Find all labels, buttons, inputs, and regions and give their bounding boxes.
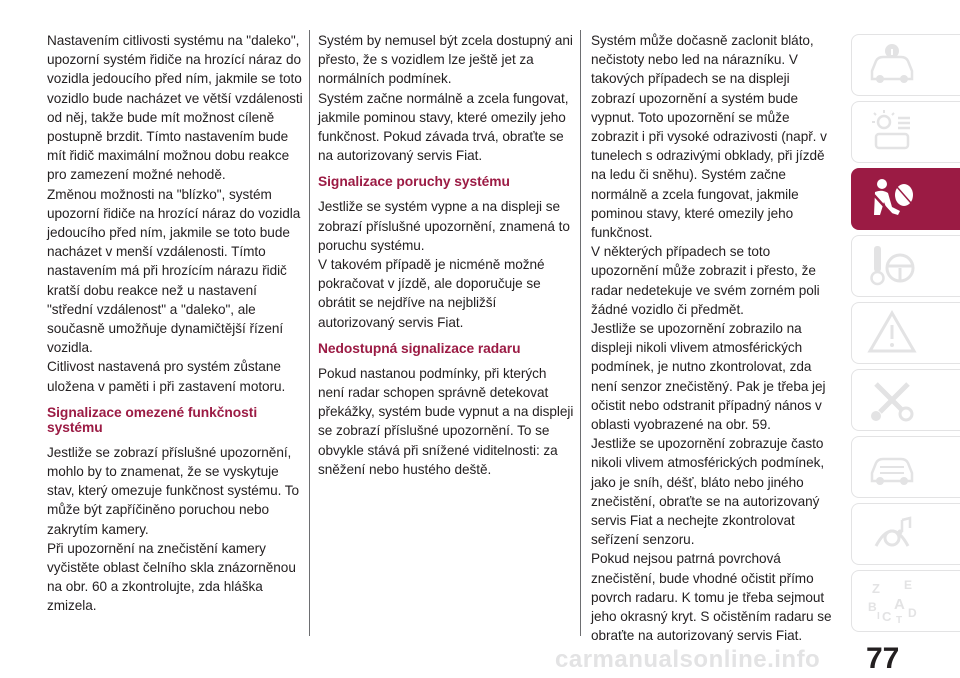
text-column-3 [591, 31, 836, 646]
index-letter: C [882, 609, 892, 624]
paragraph: Nastavením citlivosti systému na "daleko", upozorní systém řidiče na hrozící náraz do vozidla jedoucího před ním, jakmile se toto vozidlo bude nacházet ve větší vzdálenosti od něj, takže bude mít možnost cíleně postupně brzdit. Tímto nastavením bude mít řidič maximální možnou dobu reakce pro zamezení možné nehodě. [47, 33, 303, 183]
text-column-2 [318, 31, 574, 479]
car-specs-icon [866, 443, 918, 491]
text-column-1 [47, 31, 305, 616]
tab-maintenance[interactable] [851, 369, 960, 431]
warning-triangle-icon [866, 309, 918, 357]
paragraph: Při upozornění na znečistění kamery vyčistěte oblast čelního skla znázorněnou na obr. 60 a zkontrolujte, zda hláška zmizela. [47, 540, 296, 614]
paragraph: Jestliže se upozornění zobrazilo na displeji nikoli vlivem atmosférických podmínek, je nutno zkontrolovat, zda není senzor znečistěný. Pak je třeba jej očistit nebo odstranit případný nános v oblasti vyobrazené na obr. 59. [591, 321, 826, 433]
index-letter: E [904, 578, 913, 592]
paragraph: Jestliže se systém vypne a na displeji se zobrazí příslušné upozornění, znamená to poruchu systému. [318, 199, 570, 253]
tab-emergency[interactable] [851, 302, 960, 364]
index-letter: Z [872, 581, 880, 596]
paragraph: Pokud nejsou patrná povrchová znečistění, bude vhodné očistit přímo povrch radaru. K tomu je třeba sejmout jeho okrasný kryt. S očistěním radaru se obraťte na autorizovaný servis Fiat. [591, 551, 832, 644]
index-letter: B [868, 600, 877, 614]
column-divider [580, 30, 581, 636]
index-letter: D [908, 606, 917, 620]
page-number: 77 [866, 642, 900, 675]
tab-car-info[interactable] [851, 34, 960, 96]
key-steering-icon [866, 242, 918, 290]
section-heading: Signalizace poruchy systému [318, 174, 510, 190]
paragraph: Jestliže se zobrazí příslušné upozornění, mohlo by to znamenat, že se vyskytuje stav, který omezuje funkčnost systému. To může být zapříčiněno poruchou nebo zakrytím kamery. [47, 444, 300, 537]
index-letter: A [894, 596, 905, 613]
tab-safety[interactable] [851, 168, 960, 230]
paragraph: V takovém případě je nicméně možné pokračovat v jízdě, ale doporučuje se obrátit se nejdříve na nejbližší autorizovaný servis Fiat. [318, 257, 545, 330]
section-heading: Nedostupná signalizace radaru [318, 340, 521, 356]
chapter-tabs [851, 34, 960, 637]
paragraph: Systém by nemusel být zcela dostupný ani přesto, že s vozidlem lze ještě jet za normálních podmínek. [318, 33, 573, 87]
tab-dashboard-lights[interactable] [851, 101, 960, 163]
airbag-seatbelt-icon [866, 175, 918, 223]
alphabetical-index-icon [866, 577, 918, 625]
column-divider [309, 30, 310, 636]
paragraph: Jestliže se upozornění zobrazuje často nikoli vlivem atmosférických podmínek, jako je sníh, déšť, bláto nebo jiného znečistění, obraťte se na autorizovaný servis Fiat a nechejte zkontrolovat seřízení senzoru. [591, 436, 825, 548]
paragraph: Změnou možnosti na "blízko", systém upozorní řidiče na hrozící náraz do vozidla jedoucího před ním, jakmile se toto bude nacházet v menší vzdálenosti. Tímto nastavením má při hrozícím nárazu řidič kratší dobu reakce než u nastavení "střední vzdálenost" a "daleko", ale současně umožňuje dynamičtější řízení vozidla. [47, 186, 301, 356]
tab-starting-driving[interactable] [851, 235, 960, 297]
dashboard-lights-icon [866, 108, 918, 156]
section-heading: Signalizace omezené funkčnosti systému [47, 404, 258, 435]
index-letter: T [896, 615, 903, 625]
multimedia-icon [866, 510, 918, 558]
paragraph: Systém začne normálně a zcela fungovat, jakmile pominou stavy, které omezily jeho funkčnost. Pokud závada trvá, obraťte se na autorizovaný servis Fiat. [318, 90, 569, 164]
tools-icon [866, 376, 918, 424]
car-info-icon [866, 41, 918, 89]
tab-multimedia[interactable] [851, 503, 960, 565]
paragraph: Systém může dočasně zaclonit bláto, nečistoty nebo led na nárazníku. V takových případech se na displeji zobrazí upozornění a systém bude vypnut. Toto upozornění se může zobrazit i při vysoké odrazivosti (např. v tunelech s odrazivými obklady, při jízdě na ledu či sněhu). Systém začne normálně a zcela fungovat, jakmile pominou stavy, které omezily jeho funkčnost. [591, 33, 827, 241]
index-letter: I [877, 611, 880, 622]
paragraph: V některých případech se toto upozornění může zobrazit i přesto, že radar nedetekuje ve svém zorném poli žádné vozidlo či předmět. [591, 244, 820, 317]
tab-index[interactable] [851, 570, 960, 632]
paragraph: Citlivost nastavená pro systém zůstane uložena v paměti i při zastavení motoru. [47, 359, 286, 394]
paragraph: Pokud nastanou podmínky, při kterých není radar schopen správně detekovat překážky, systém bude vypnut a na displeji se zobrazí příslušné upozornění. To se obvykle stává při snížené viditelnosti: za sněžení nebo hustého deště. [318, 365, 574, 477]
watermark: carmanualsonline.info [555, 646, 821, 673]
tab-technical-data[interactable] [851, 436, 960, 498]
